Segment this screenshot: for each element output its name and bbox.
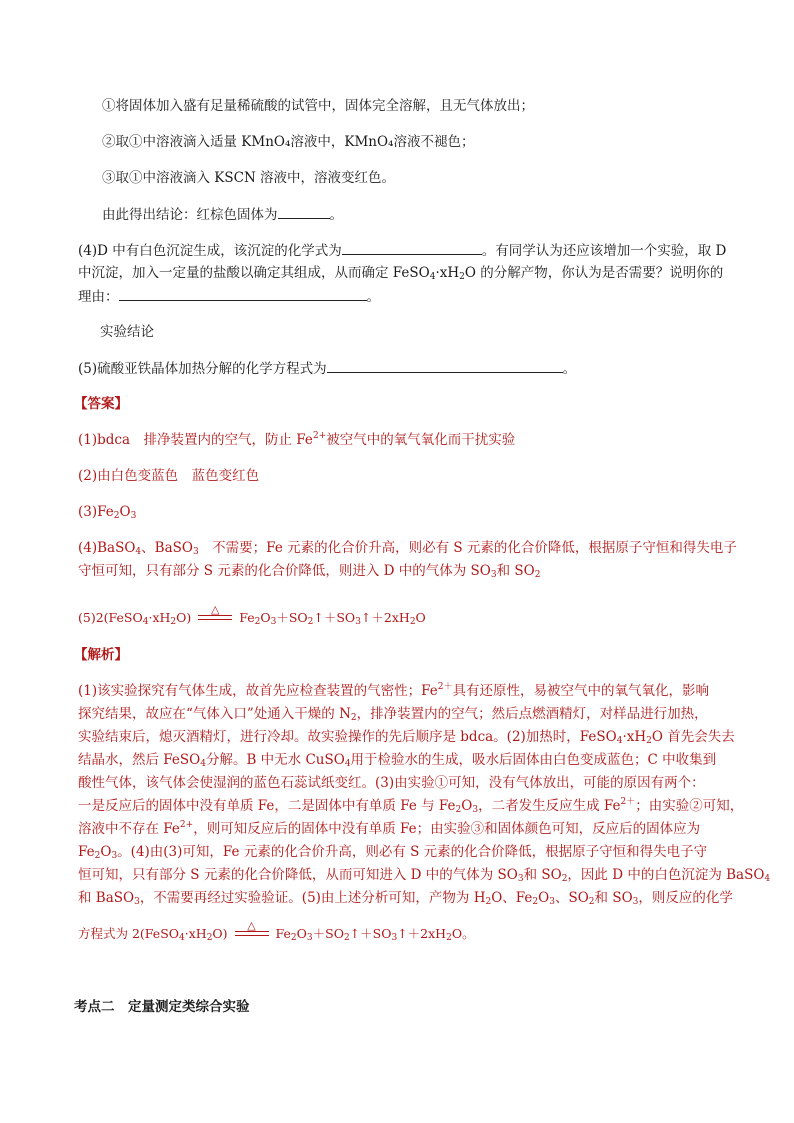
question-4-line-2: 中沉淀，加入一定量的盐酸以确定其组成，从而确定 $FeSO_4\cdot xH_2O$ 的分解产物，你认为是否需要？说明你的 — [78, 265, 724, 282]
question-5: (5)硫酸亚铁晶体加热分解的化学方程式为 。 — [78, 358, 576, 379]
conclusion-line: 由此得出结论：红棕色固体为 。 — [102, 204, 343, 225]
answer-label: 【答案】 — [74, 396, 128, 412]
answer-blank — [327, 358, 563, 373]
analysis-line-1: (1)该实验探究有气体生成，故首先应检查装置的气密性；$Fe^{2+}$具有还原性，易被空气中的氧气氧化，影响 — [78, 682, 709, 699]
analysis-line-7: 溶液中不存在 $Fe^{2+}$，则可知反应后的固体中没有单质 Fe；由实验③和固体颜色可知，反应后的固体应为 — [78, 820, 701, 837]
heat-arrow-icon: △ — [198, 604, 232, 620]
analysis-line-2: 探究结果，故应在“气体入口”处通入干燥的 $N_2$，排净装置内的空气；然后点燃酒精灯，对样品进行加热， — [78, 706, 708, 723]
question-4-line-1: (4)D 中有白色沉淀生成，该沉淀的化学式为 。有同学认为还应该增加一个实验，取 D — [78, 240, 726, 261]
answer-blank — [278, 204, 330, 219]
analysis-line-6: 一是反应后的固体中没有单质 Fe，二是固体中有单质 Fe 与 $Fe_2O_3$，二者发生反应生成 $Fe^{2+}$；由实验②可知， — [78, 797, 744, 815]
answer-2: (2)由白色变蓝色 蓝色变红色 — [78, 468, 260, 484]
answer-4-line-1: (4)BaSO$_4$、BaSO$_3$ 不需要；Fe 元素的化合价升高，则必有 S 元素的化合价降低，根据原子守恒和得失电子 — [78, 540, 737, 557]
analysis-line-5: 酸性气体，该气体会使湿润的蓝色石蕊试纸变红。(3)由实验①可知，没有气体放出，可能的原因有两个： — [78, 775, 705, 791]
heat-arrow-icon: △ — [235, 920, 269, 936]
answer-blank — [342, 240, 482, 255]
statement-1: ①将固体加入盛有足量稀硫酸的试管中，固体完全溶解，且无气体放出； — [102, 98, 534, 114]
analysis-line-3: 实验结束后，熄灭酒精灯，进行冷却。故实验操作的先后顺序是 bdca。(2)加热时，$FeSO_4\cdot xH_2O$ 首先会失去 — [78, 729, 735, 746]
analysis-line-8: $Fe_2O_3$。(4)由(3)可知，Fe 元素的化合价升高，则必有 S 元素的化合价降低，根据原子守恒和得失电子守 — [78, 844, 708, 861]
answer-4-line-2: 守恒可知，只有部分 S 元素的化合价降低，则进入 D 中的气体为 $SO_3$和 $SO_2$ — [78, 563, 541, 580]
analysis-label: 【解析】 — [74, 647, 128, 663]
answer-1: (1)bdca 排净装置内的空气，防止 $Fe^{2+}$被空气中的氧气氧化而干扰实验 — [78, 431, 516, 448]
section-heading: 实验结论 — [100, 324, 154, 340]
answer-5-equation: $(5)2(FeSO_4\cdot xH_2O)$ △ $Fe_2O_3+SO_2↑+SO_3↑+2xH_2O$ — [78, 602, 426, 627]
analysis-line-11: 方程式为 $2(FeSO_4\cdot xH_2O)$ △ $Fe_2O_3+SO_2↑+SO_3↑+2xH_2O$。 — [78, 918, 475, 943]
answer-3: $(3)Fe_2O_3$ — [78, 504, 137, 521]
section-title: 考点二 定量测定类综合实验 — [74, 999, 250, 1015]
analysis-line-4: 结晶水，然后 FeSO$_4$分解。B 中无水 CuSO$_4$用于检验水的生成，吸水后固体由白色变成蓝色；C 中收集到 — [78, 752, 717, 769]
analysis-line-10: 和 BaSO$_3$，不需要再经过实验验证。(5)由上述分析可知，产物为 $H_2O$、$Fe_2O_3$、$SO_2$和 $SO_3$，则反应的化学 — [78, 890, 733, 907]
answer-blank — [119, 286, 367, 301]
question-4-line-3: 理由： 。 — [78, 286, 380, 307]
analysis-line-9: 恒可知，只有部分 S 元素的化合价降低，从而可知进入 D 中的气体为 $SO_3$和 $SO_2$，因此 D 中的白色沉淀为 BaSO$_4$ — [78, 867, 771, 884]
statement-2: ②取①中溶液滴入适量 KMnO₄溶液中，KMnO₄溶液不褪色； — [102, 134, 475, 150]
conclusion-text: 由此得出结论：红棕色固体为 — [102, 207, 278, 223]
statement-3: ③取①中溶液滴入 KSCN 溶液中，溶液变红色。 — [102, 170, 396, 186]
